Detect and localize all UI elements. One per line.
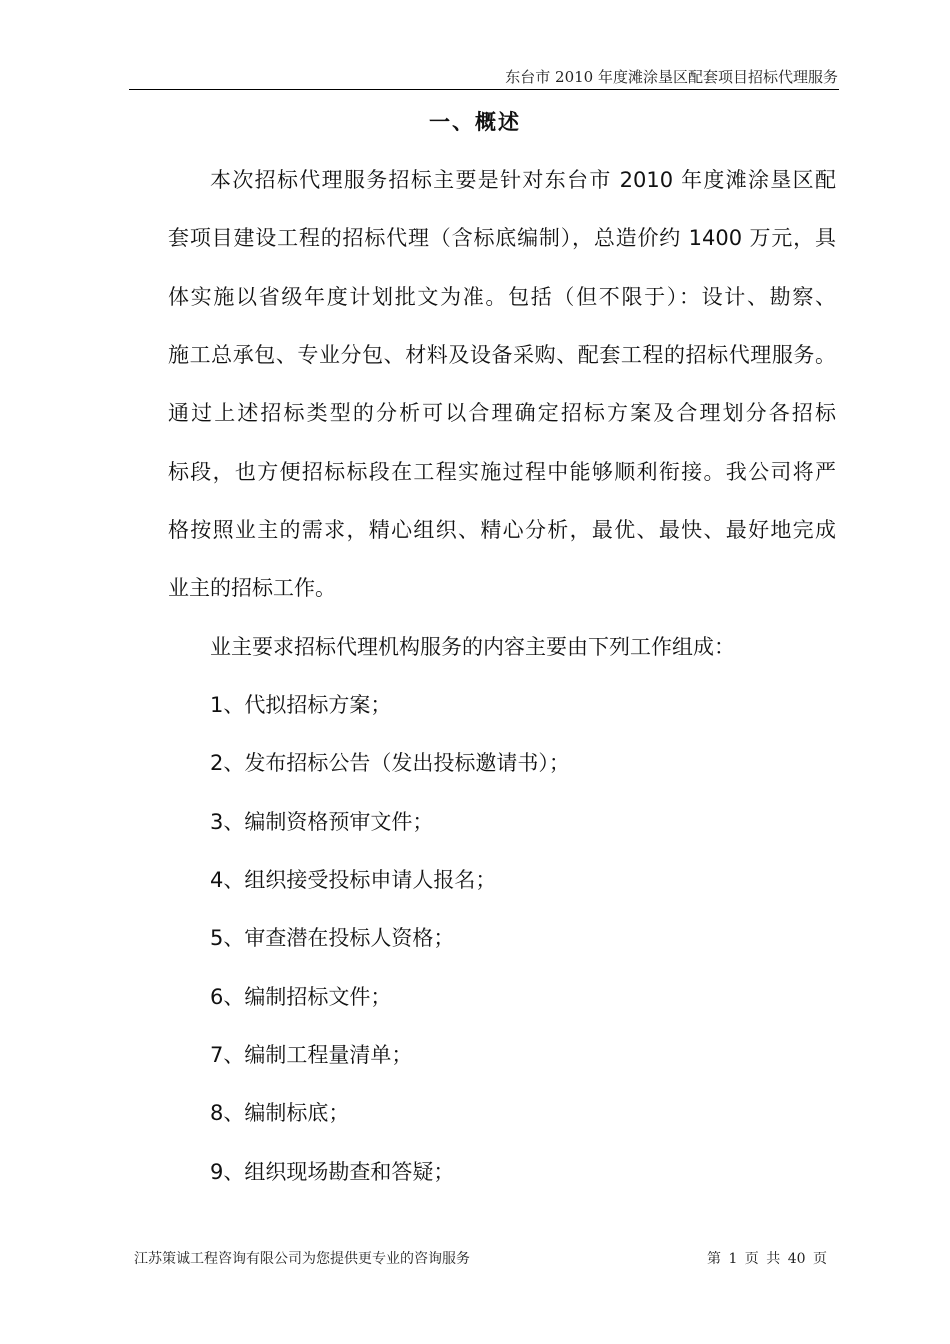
footer-page-number: 第 1 页 共 40 页 — [707, 1251, 827, 1267]
header-rule — [129, 89, 839, 90]
list-item: 9、组织现场勘查和答疑； — [210, 1160, 455, 1184]
list-item: 2、发布招标公告（发出投标邀请书）； — [210, 751, 570, 775]
paragraph-line: 本次招标代理服务招标主要是针对东台市 2010 年度滩涂垦区配 — [210, 168, 836, 192]
list-item: 4、组织接受投标申请人报名； — [210, 868, 497, 892]
paragraph-line: 套项目建设工程的招标代理（含标底编制），总造价约 1400 万元，具 — [168, 226, 836, 250]
footer-company: 江苏策诚工程咨询有限公司为您提供更专业的咨询服务 — [134, 1251, 470, 1267]
list-item: 7、编制工程量清单； — [210, 1043, 413, 1067]
section-title: 一、概述 — [429, 110, 521, 134]
list-item: 1、代拟招标方案； — [210, 693, 392, 717]
running-header: 东台市 2010 年度滩涂垦区配套项目招标代理服务 — [505, 68, 838, 86]
list-item: 3、编制资格预审文件； — [210, 810, 434, 834]
paragraph-line: 体实施以省级年度计划批文为准。包括（但不限于）：设计、勘察、 — [168, 285, 836, 309]
list-item: 5、审查潜在投标人资格； — [210, 926, 455, 950]
list-item: 6、编制招标文件； — [210, 985, 392, 1009]
paragraph-line: 业主的招标工作。 — [168, 576, 336, 600]
paragraph-line: 施工总承包、专业分包、材料及设备采购、配套工程的招标代理服务。 — [168, 343, 836, 367]
paragraph-line: 标段，也方便招标标段在工程实施过程中能够顺利衔接。我公司将严 — [168, 460, 836, 484]
paragraph-line: 通过上述招标类型的分析可以合理确定招标方案及合理划分各招标 — [168, 401, 836, 425]
paragraph-intro: 业主要求招标代理机构服务的内容主要由下列工作组成： — [210, 635, 735, 659]
paragraph-line: 格按照业主的需求，精心组织、精心分析，最优、最快、最好地完成 — [168, 518, 836, 542]
list-item: 8、编制标底； — [210, 1101, 350, 1125]
